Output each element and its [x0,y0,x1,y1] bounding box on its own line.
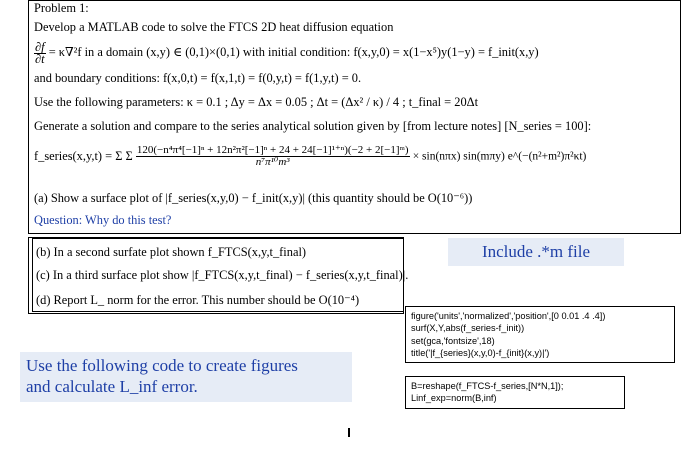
code-line: surf(X,Y,abs(f_series-f_init)) [411,323,525,334]
part-d: (d) Report L_ norm for the error. This number should be O(10⁻⁴) [36,293,360,307]
text-cursor [348,428,350,437]
boundary-conditions: and boundary conditions: f(x,0,t) = f(x,1,t) = f(0,y,t) = f(1,y,t) = 0. [34,71,362,85]
code-line: Linf_exp=norm(B,inf) [411,393,497,404]
formula-numerator: 120(−n⁴π⁴[−1]ⁿ + 12n²π²[−1]ⁿ + 24 + 24[−1]¹⁺ⁿ)(−2 + 2[−1]ᵐ) [136,144,409,156]
code-line: figure('units','normalized','position',[0 0.01 .4 .4]) [411,311,606,321]
pde-rest: = κ∇²f in a domain (x,y) ∈ (0,1)×(0,1) with initial condition: f(x,y,0) = x(1−x⁵)y(1−y) = f_init(x,y) [48,45,539,59]
part-b: (b) In a second surfate plot shown f_FTCS(x,y,t_final) [36,245,307,259]
code-block-plot [405,306,675,363]
formula-fraction [136,145,410,168]
part-a: (a) Show a surface plot of |f_series(x,y,0) − f_init(x,y)| (this quantity should be O(10⁻⁶)) [34,191,473,205]
code-block-error [405,376,625,409]
problem-line-develop: Develop a MATLAB code to solve the FTCS 2D heat diffusion equation [34,20,394,34]
code-line: title('|f_{series}(x,y,0)-f_{init}(x,y)|') [411,347,550,358]
include-note: Include .*m file [448,238,624,266]
formula-denominator: n⁷π¹⁰m³ [255,156,290,168]
parameters-line: Use the following parameters: κ = 0.1 ; Δy = Δx = 0.05 ; Δt = (Δx² / κ) / 4 ; t_final = 20Δt [34,95,479,109]
code-line: set(gca,'fontsize',18) [411,335,495,346]
part-c: (c) In a third surface plot show |f_FTCS(x,y,t_final) − f_series(x,y,t_final)|. [36,268,409,282]
pde-line [34,39,539,65]
series-formula [34,145,586,168]
problem-title: Problem 1: [34,1,89,15]
use-code-note [20,352,352,402]
formula-rhs: × sin(nπx) sin(mπy) e^(−(n²+m²)π²κt) [412,150,587,163]
pde-numerator: ∂f [35,39,45,54]
use-code-line-1: Use the following code to create figures [26,356,298,375]
formula-lhs: f_series(x,y,t) = Σ Σ [34,149,133,163]
pde-denominator: ∂t [35,51,45,66]
question-text: Question: Why do this test? [34,213,172,227]
code-line: B=reshape(f_FTCS-f_series,[N*N,1]); [411,381,564,391]
pde-fraction [34,39,46,66]
series-intro-line: Generate a solution and compare to the series analytical solution given by [from lecture notes] [N_series = 100]: [34,119,592,133]
use-code-line-2: and calculate L_inf error. [26,377,198,396]
